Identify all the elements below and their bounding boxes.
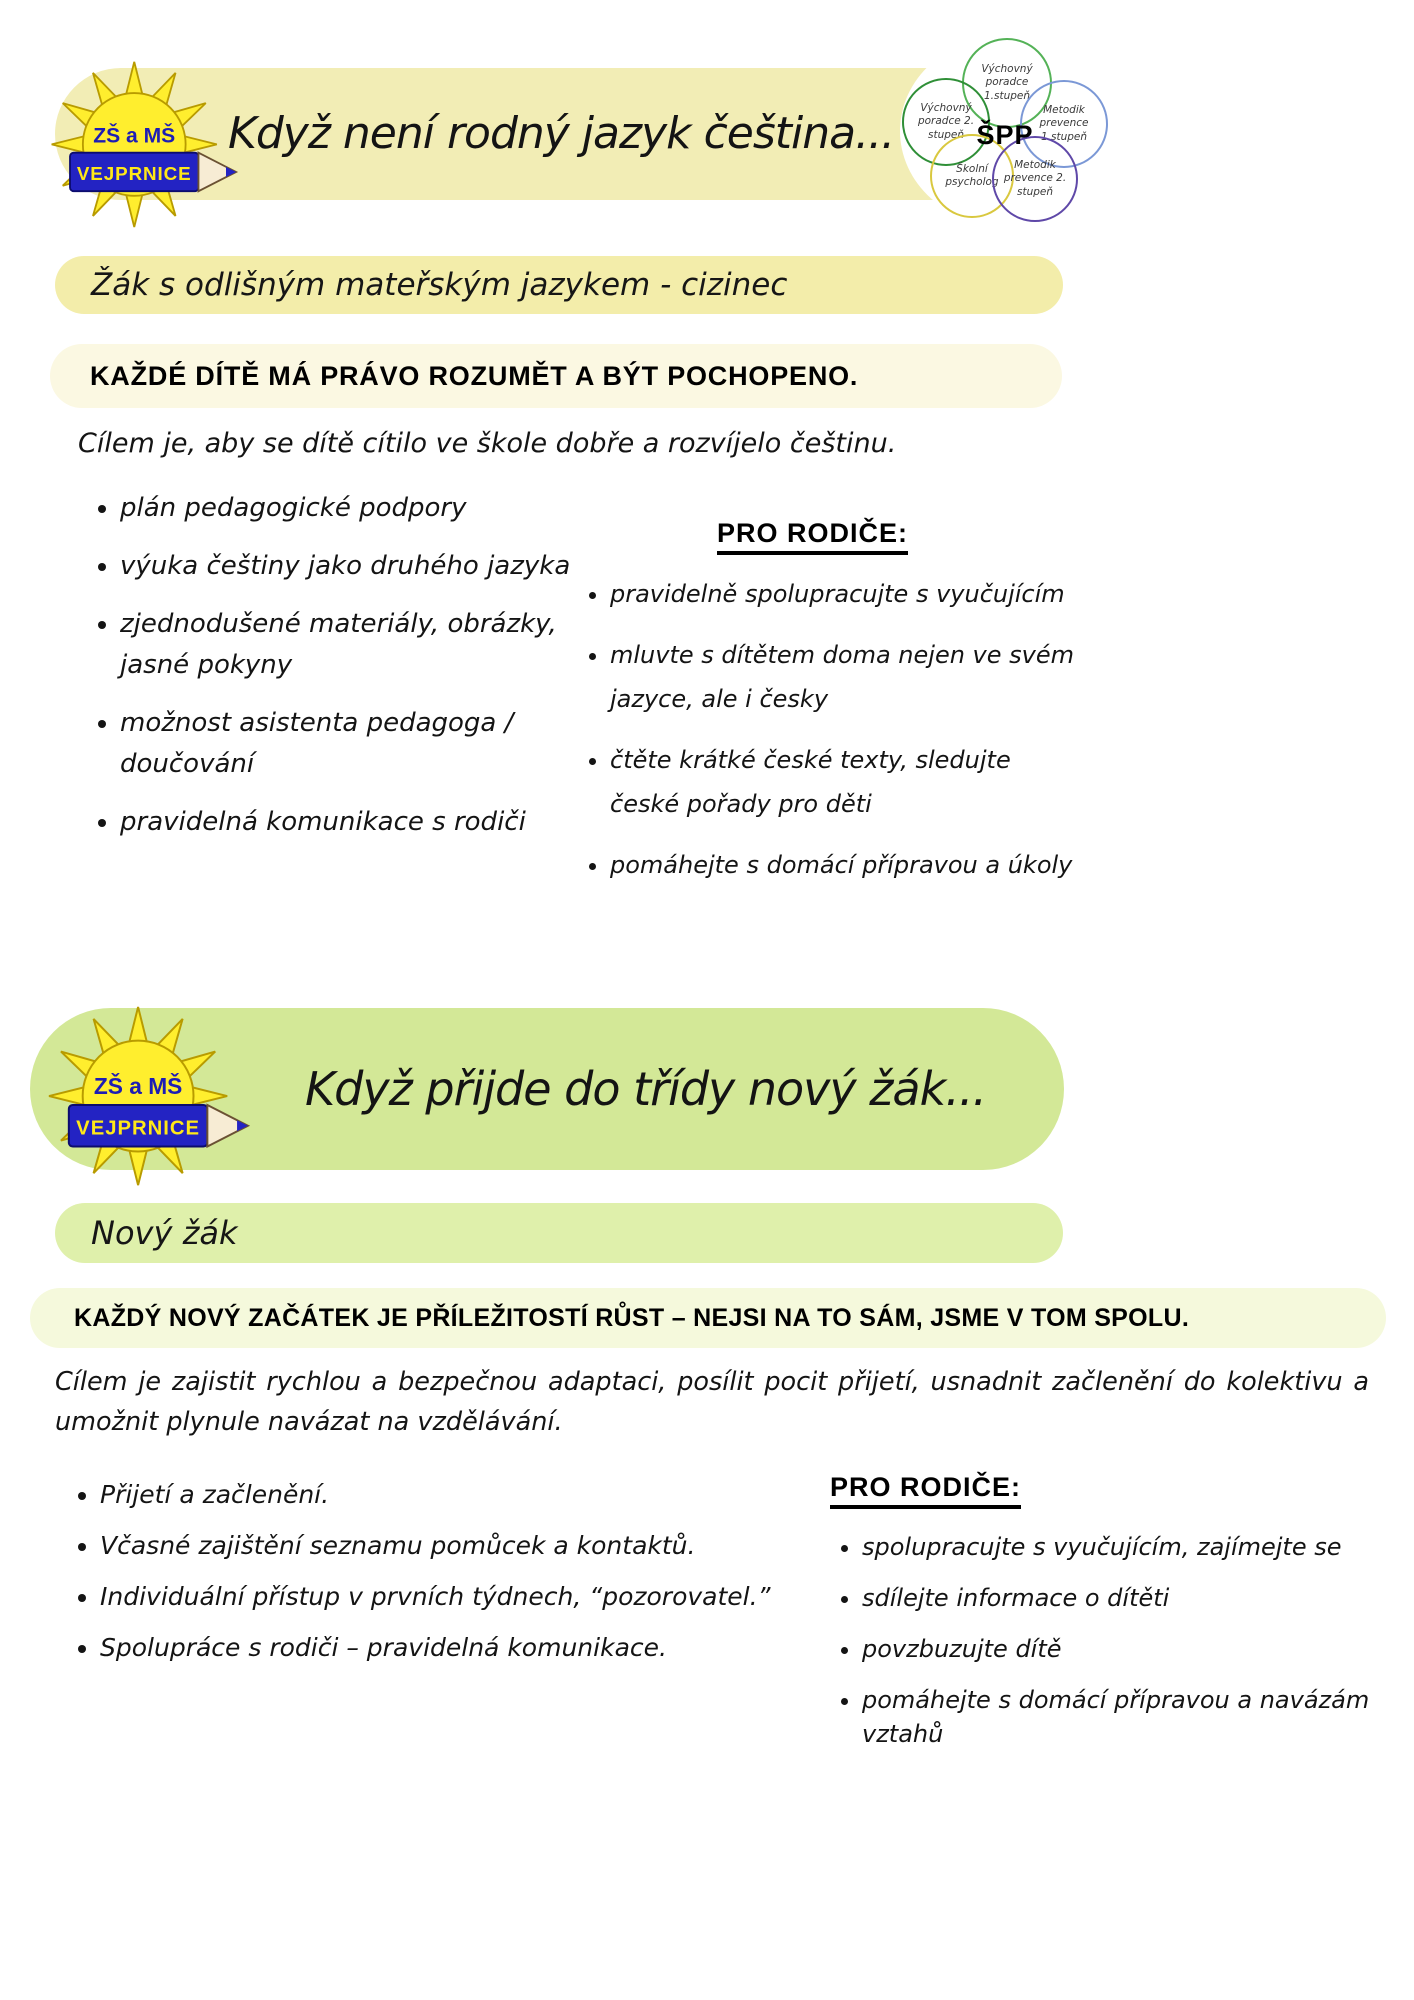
section1-title: Když není rodný jazyk čeština... xyxy=(228,108,895,159)
list-item: • Včasné zajištění seznamu pomůcek a kontaktů. xyxy=(100,1529,790,1563)
list-item: • Individuální přístup v prvních týdnech, “pozorovatel.” xyxy=(100,1580,790,1614)
section2-parents-heading: PRO RODIČE: xyxy=(830,1472,1021,1509)
section1-statement-banner xyxy=(50,344,1062,408)
section2-statement-banner xyxy=(30,1288,1386,1348)
logo-school-name: ZŠ a MŠ xyxy=(93,1073,183,1100)
list-item: • pomáhejte s domácí přípravou a úkoly xyxy=(610,843,1080,887)
list-item: • výuka češtiny jako druhého jazyka xyxy=(120,546,600,587)
spp-circle: Výchovný poradce 2. stupeň xyxy=(902,78,990,166)
section1-school-list xyxy=(120,488,600,860)
school-logo-icon xyxy=(42,1005,252,1197)
section2-goal: Cílem je zajistit rychlou a bezpečnou adaptaci, posílit pocit přijetí, usnadnit začlenění do kolektivu a umožnit plynule navázat na vzdělávání. xyxy=(55,1367,1369,1437)
section1-parents-list xyxy=(610,572,1080,904)
list-item: • zjednodušené materiály, obrázky, jasné pokyny xyxy=(120,604,600,686)
section1-statement: KAŽDÉ DÍTĚ MÁ PRÁVO ROZUMĚT A BÝT POCHOPENO. xyxy=(90,360,859,391)
spp-circle: Výchovný poradce 1.stupeň xyxy=(962,38,1052,128)
logo-town-name: VEJPRNICE xyxy=(76,1117,200,1140)
list-item: • možnost asistenta pedagoga / doučování xyxy=(120,703,600,785)
school-logo-icon xyxy=(45,60,240,238)
list-item: • pravidelně spolupracujte s vyučujícím xyxy=(610,572,1080,616)
section2-subtitle: Nový žák xyxy=(91,1214,238,1252)
spp-diagram xyxy=(900,36,1110,226)
list-item: • Přijetí a začlenění. xyxy=(100,1478,790,1512)
list-item: • Spolupráce s rodiči – pravidelná komunikace. xyxy=(100,1631,790,1665)
spp-center-label: ŠPP xyxy=(976,120,1034,150)
section2-title: Když přijde do třídy nový žák... xyxy=(305,1062,987,1116)
section1-subtitle: Žák s odlišným mateřským jazykem - cizinec xyxy=(91,267,788,303)
section2-subtitle-banner xyxy=(55,1203,1063,1263)
section1-parents-heading: PRO RODIČE: xyxy=(717,518,908,555)
list-item: • plán pedagogické podpory xyxy=(120,488,600,529)
spp-circle: Metodik prevence 2. stupeň xyxy=(992,136,1078,222)
spp-circle: Metodik prevence 1.stupeň xyxy=(1020,80,1108,168)
list-item: • čtěte krátké české texty, sledujte české pořady pro děti xyxy=(610,738,1080,826)
list-item: • sdílejte informace o dítěti xyxy=(862,1581,1407,1615)
list-item: • pomáhejte s domácí přípravou a navázám vztahů xyxy=(862,1683,1407,1751)
logo-school-name: ZŠ a MŠ xyxy=(93,124,176,148)
list-item: • mluvte s dítětem doma nejen ve svém jazyce, ale i česky xyxy=(610,633,1080,721)
spp-circle: Školní psycholog xyxy=(930,134,1014,218)
list-item: • pravidelná komunikace s rodiči xyxy=(120,802,600,843)
list-item: • povzbuzujte dítě xyxy=(862,1632,1407,1666)
list-item: • spolupracujte s vyučujícím, zajímejte se xyxy=(862,1530,1407,1564)
section1-goal: Cílem je, aby se dítě cítilo ve škole dobře a rozvíjelo češtinu. xyxy=(78,428,897,459)
section2-parents-list xyxy=(862,1530,1407,1768)
section2-school-list xyxy=(100,1478,790,1682)
logo-town-name: VEJPRNICE xyxy=(76,163,192,185)
section2-statement: KAŽDÝ NOVÝ ZAČÁTEK JE PŘÍLEŽITOSTÍ RŮST – NEJSI NA TO SÁM, JSME V TOM SPOLU. xyxy=(74,1303,1190,1332)
section1-subtitle-banner xyxy=(55,256,1063,314)
